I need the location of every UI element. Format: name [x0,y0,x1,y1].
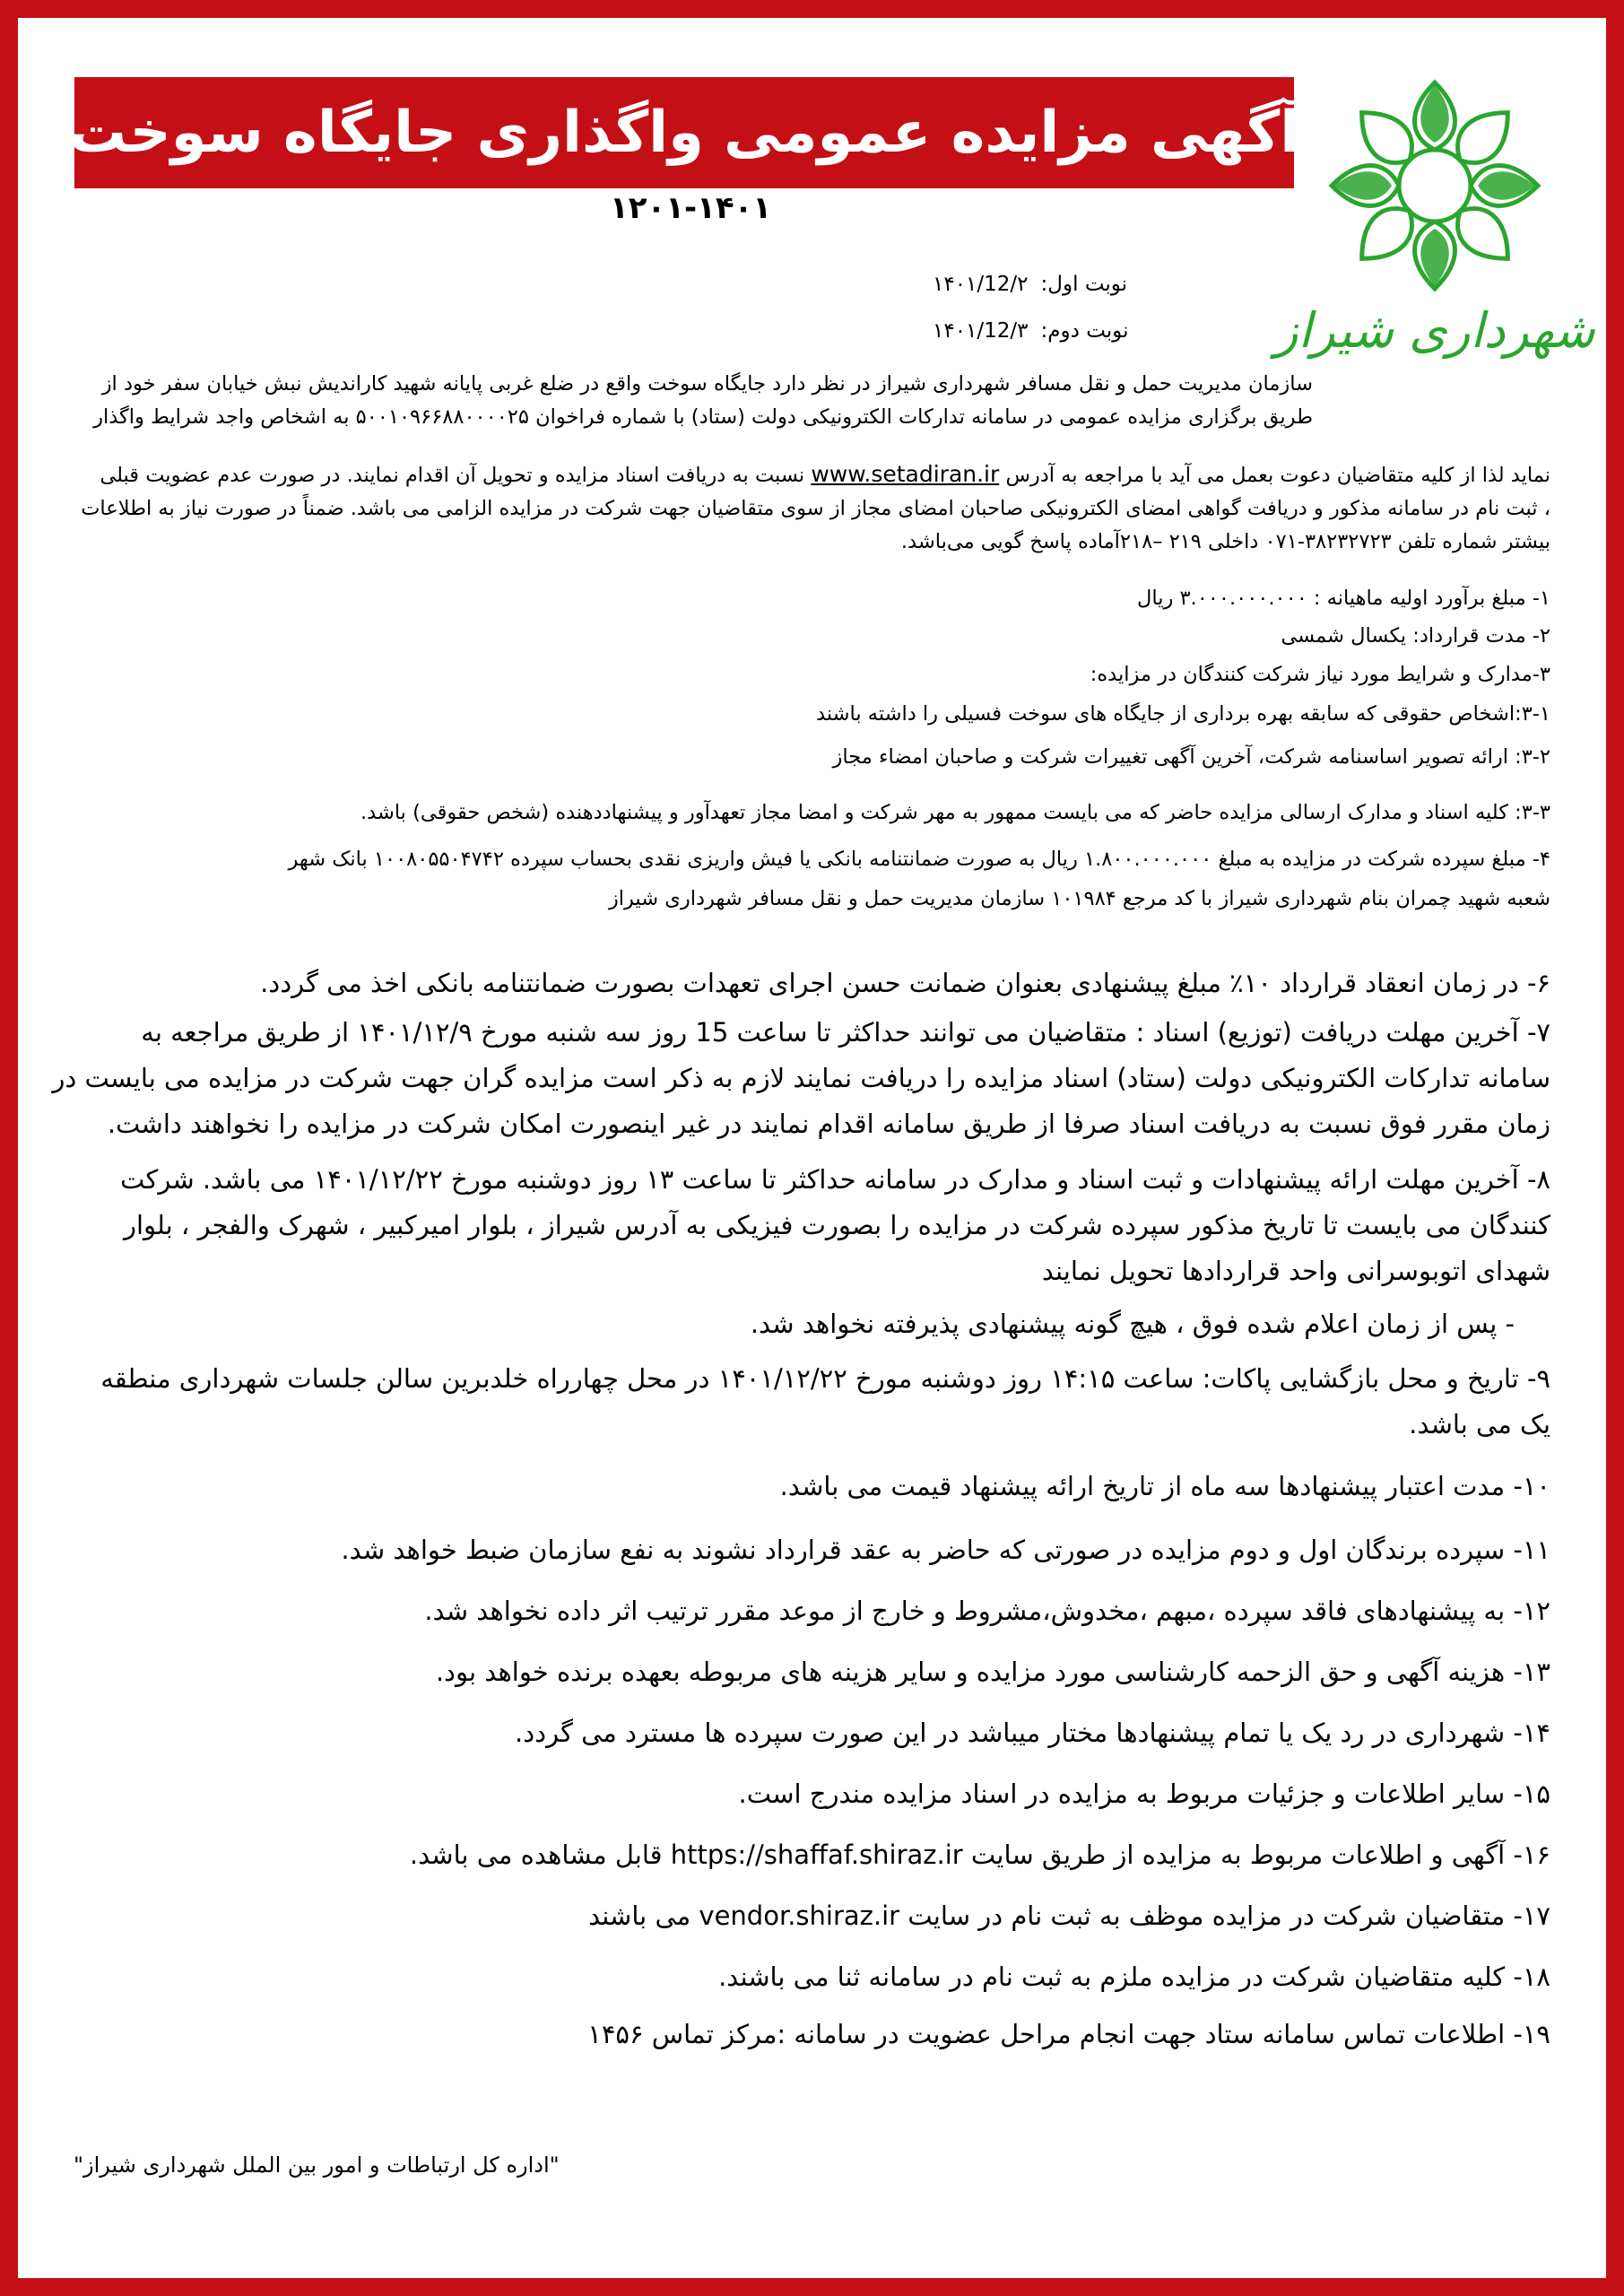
flower-logo-icon [1274,74,1595,370]
condition-item: ۳-۱:اشخاص حقوقی که سابقه بهره برداری از جایگاه های سوخت فسیلی را داشته باشند [816,702,1550,726]
title-banner [68,77,1300,188]
announcement-number: ۱۲۰۱-۱۴۰۱ [610,190,772,226]
term-item: سامانه تدارکات الکترونیکی دولت (ستاد) اسناد مزایده را دریافت نمایند لازم به ذکر است مزایده گران جهت شرکت در مزایده می بایست در [52,1063,1550,1093]
schedule-label: نوبت دوم: [1040,319,1129,343]
term-item: ۱۲- به پیشنهادهای فاقد سپرده ،مبهم ،مخدوش،مشروط و خارج از موعد مقرر ترتیب اثر داده نخواهد شد. [424,1596,1550,1626]
condition-item: ۳-۳: کلیه اسناد و مدارک ارسالی مزایده حاضر که می بایست ممهور به مهر شرکت و امضا مجاز تعهدآور و پیشنهاددهنده (شخص حقوقی) باشد. [360,801,1550,824]
intro-line: سازمان مدیریت حمل و نقل مسافر شهرداری شیراز در نظر دارد جایگاه سوخت واقع در ضلع غربی پایانه شهید کارانديش نبش خیابان سفر خود از [101,372,1313,396]
condition-item: ۱- مبلغ برآورد اولیه ماهیانه : ۳.۰۰۰.۰۰۰.۰۰۰ ریال [1136,587,1550,610]
term-item: ۱۴- شهرداری در رد یک یا تمام پیشنهادها مختار میباشد در این صورت سپرده ها مسترد می گردد. [515,1718,1550,1748]
term-item: ۱۳- هزینه آگهی و حق الزحمه کارشناسی مورد مزایده و سایر هزینه های مربوطه بعهده برنده خواهد بود. [435,1657,1550,1687]
schedule-label: نوبت اول: [1040,273,1128,296]
term-item: کنندگان می بایست تا تاریخ مذکور سپرده شرکت در مزایده را بصورت فیزیکی به آدرس شیراز ، بلوار امیرکبیر ، شهرک والفجر ، بلوار [123,1210,1550,1240]
term-item: ۹- تاریخ و محل بازگشایی پاکات: ساعت ۱۴:۱۵ روز دوشنبه مورخ ۱۴۰۱/۱۲/۲۲ در محل چهارراه خلدبرین سالن جلسات شهرداری منطقه [100,1363,1550,1394]
condition-item: ۳-مدارک و شرایط مورد نیاز شرکت کنندگان در مزایده: [1090,663,1550,686]
intro-lines-bottom [75,457,1550,559]
page-title: آگهی مزایده عمومی واگذاری جایگاه سوخت [68,100,1300,166]
term-item: ۸- آخرین مهلت ارائه پیشنهادات و ثبت اسناد و مدارک در سامانه حداکثر تا ساعت ۱۳ روز دوشنبه مورخ ۱۴۰۱/۱۲/۲۲ می باشد. شرکت [120,1164,1550,1195]
conditions-list [75,579,1550,918]
intro-lines-top [75,368,1313,434]
terms-list [52,956,1550,2061]
term-item: ۱۹- اطلاعات تماس سامانه ستاد جهت انجام مراحل عضویت در سامانه :مرکز تماس ۱۴۵۶ [587,2019,1550,2049]
term-item: ۱۵- سایر اطلاعات و جزئیات مربوط به مزایده در اسناد مزایده مندرج است. [738,1779,1550,1809]
intro-line: طریق برگزاری مزایده عمومی در سامانه تدارکات الکترونیکی دولت (ستاد) با شماره فراخوان ۵۰۰۱۰۹۶۶۸۸۰۰۰۰۲۵ به اشخاص واجد شرایط واگذار [93,405,1313,429]
intro-line: نسبت به دریافت اسناد مزایده و تحویل آن اقدام نمایند. در صورت عدم عضویت قبلی [100,464,805,487]
term-item: یک می باشد. [1409,1409,1550,1439]
condition-item: ۲- مدت قرارداد: یکسال شمسی [1281,624,1550,648]
term-item: ۱۸- کلیه متقاضیان شرکت در مزایده ملزم به ثبت نام در سامانه ثنا می باشند. [718,1961,1550,1992]
shiraz-municipality-logo [1274,74,1595,370]
term-item: ۶- در زمان انعقاد قرارداد ۱۰٪ مبلغ پیشنهادی بعنوان ضمانت حسن اجرای تعهدات بصورت ضمانتنامه بانکی اخذ می گردد. [260,968,1550,998]
schedule-date: ۱۴۰۱/12/۳ [933,319,1029,343]
term-item: ۱۰- مدت اعتبار پیشنهادها سه ماه از تاریخ ارائه پیشنهاد قیمت می باشد. [779,1471,1550,1501]
term-item: ۷- آخرین مهلت دریافت (توزیع) اسناد : متقاضیان می توانند حداکثر تا ساعت 15 روز سه شنبه مورخ ۱۴۰۱/۱۲/۹ از طریق مراجعه به [141,1017,1550,1048]
intro-line-with-link [75,457,1550,492]
setadiran-link[interactable]: www.setadiran.ir [811,461,1000,487]
condition-item: ۳-۲: ارائه تصویر اساسنامه شرکت، آخرین آگهی تغییرات شرکت و صاحبان امضاء مجاز [832,745,1550,769]
term-item: ۱۶- آگهی و اطلاعات مربوط به مزایده از طریق سایت https://shaffaf.shiraz.ir قابل مشاهده می باشد. [409,1839,1550,1870]
term-item: شهدای اتوبوسرانی واحد قراردادها تحویل نمایند [1041,1256,1550,1286]
term-item: - پس از زمان اعلام شده فوق ، هیچ گونه پیشنهادی پذیرفته نخواهد شد. [750,1309,1515,1339]
footer-signature: "اداره کل ارتباطات و امور بین الملل شهرداری شیراز" [74,2152,560,2178]
term-item: ۱۷- متقاضیان شرکت در مزایده موظف به ثبت نام در سایت vendor.shiraz.ir می باشند [588,1900,1550,1931]
logo-text: شهرداری شیراز [1274,302,1595,359]
schedule-date: ۱۴۰۱/12/۲ [933,273,1029,296]
term-item: ۱۱- سپرده برندگان اول و دوم مزایده در صورتی که حاضر به عقد قرارداد نشوند به نفع سازمان ضبط خواهد شد. [341,1535,1550,1565]
intro-line: نماید لذا از کلیه متقاضیان دعوت بعمل می آید با مراجعه به آدرس [1005,464,1550,487]
term-item: زمان مقرر فوق نسبت به دریافت اسناد صرفا از طریق سامانه اقدام نمایند در غیر اینصورت امکان شرکت در مزایده را نخواهند داشت. [107,1109,1550,1139]
schedule-second [933,319,1128,343]
intro-line: ، ثبت نام در سامانه مذکور و دریافت گواهی امضای الکترونیکی صاحبان امضای مجاز از سوی متقاضیان جهت شرکت در مزایده الزامی می باشد. ضمناً در صورت نیاز به اطلاعات [81,497,1550,520]
condition-item: ۴- مبلغ سپرده شرکت در مزایده به مبلغ ۱.۸۰۰.۰۰۰.۰۰۰ ریال به صورت ضمانتنامه بانکی یا فیش واریزی نقدی بحساب سپرده ۱۰۰۸۰۵۵۰۴۷۴۲ بانک شهر [288,848,1550,871]
schedule-first [933,273,1127,296]
intro-line: بیشتر شماره تلفن ۳۸۲۳۲۷۲۳-۰۷۱ داخلی ۲۱۹ –۲۱۸آماده پاسخ گویی می‌باشد. [900,530,1550,553]
condition-item: شعبه شهید چمران بنام شهرداری شیراز با کد مرجع ۱۰۱۹۸۴ سازمان مدیریت حمل و نقل مسافر شهرداری شیراز [608,887,1550,910]
